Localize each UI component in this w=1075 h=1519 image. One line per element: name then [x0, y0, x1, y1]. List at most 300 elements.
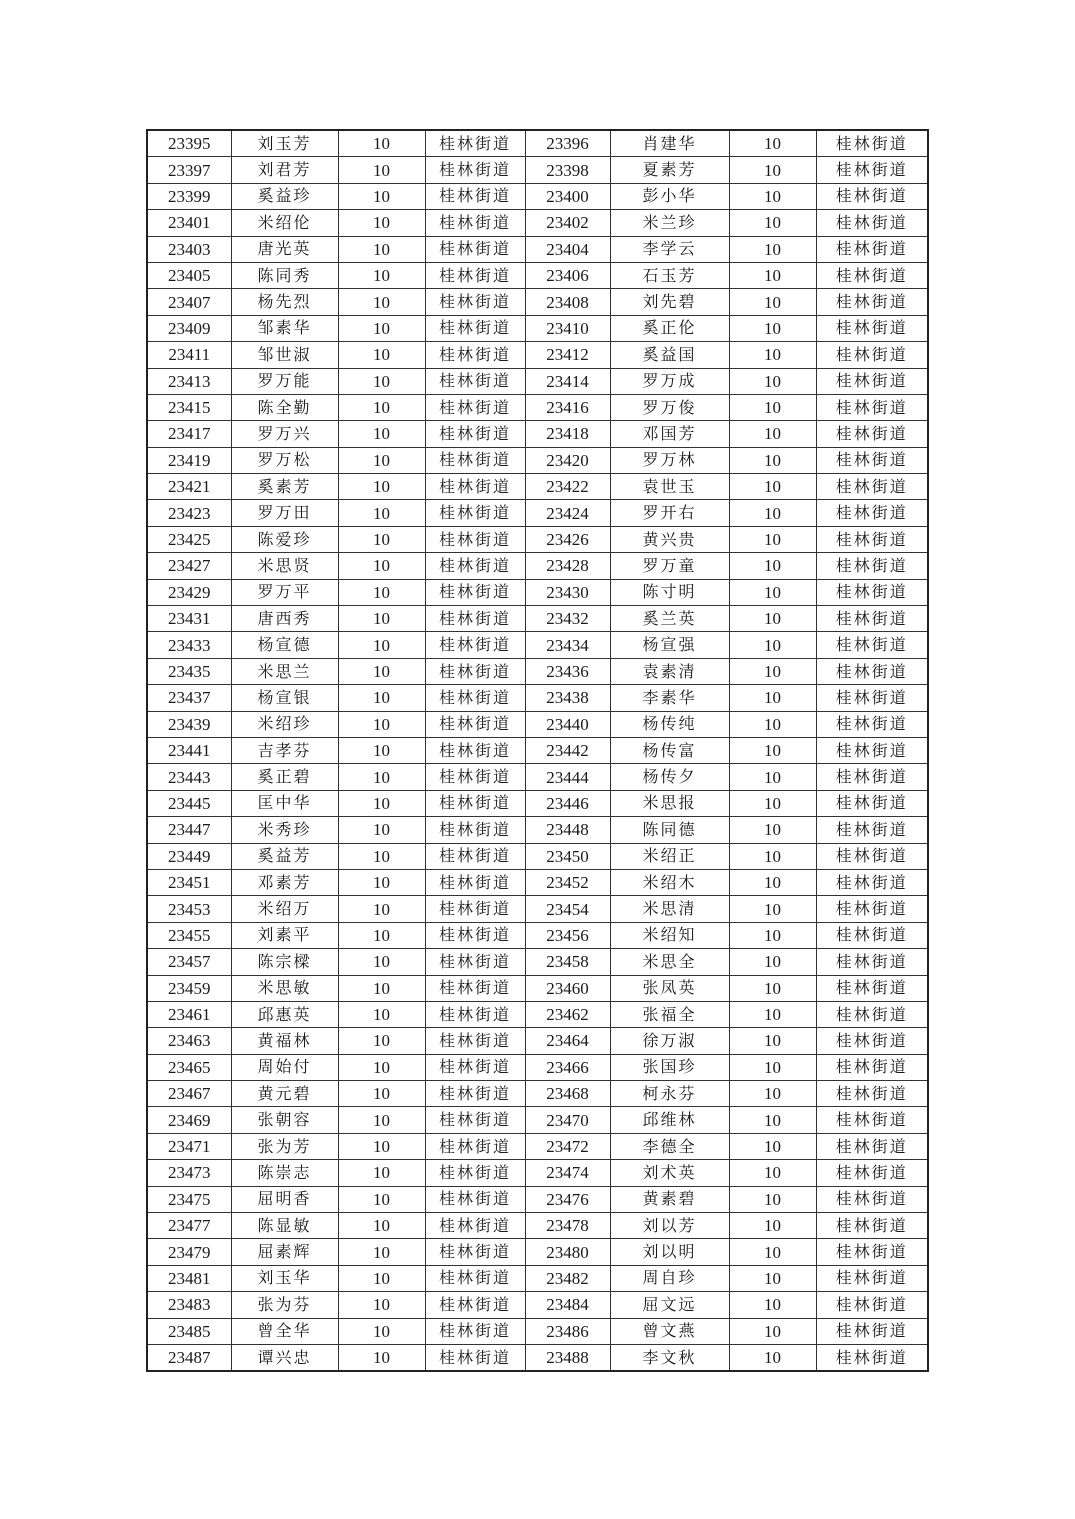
cell-id-left: 23485 — [147, 1318, 231, 1344]
cell-area-right: 桂林街道 — [816, 368, 928, 394]
cell-area-left: 桂林街道 — [425, 342, 525, 368]
cell-area-left: 桂林街道 — [425, 1028, 525, 1054]
cell-area-right: 桂林街道 — [816, 315, 928, 341]
cell-area-right: 桂林街道 — [816, 421, 928, 447]
cell-name-left: 张为芳 — [231, 1133, 338, 1159]
cell-name-left: 罗万能 — [231, 368, 338, 394]
table-row — [147, 526, 928, 552]
cell-name-right: 奚正伦 — [610, 315, 729, 341]
cell-amount-left: 10 — [338, 157, 425, 183]
cell-name-right: 陈同德 — [610, 817, 729, 843]
cell-area-right: 桂林街道 — [816, 579, 928, 605]
cell-amount-right: 10 — [729, 1133, 816, 1159]
cell-id-left: 23423 — [147, 500, 231, 526]
cell-area-right: 桂林街道 — [816, 949, 928, 975]
cell-name-left: 刘素平 — [231, 922, 338, 948]
table-row — [147, 1001, 928, 1027]
cell-id-left: 23413 — [147, 368, 231, 394]
table-body — [147, 130, 928, 1371]
cell-name-right: 米绍木 — [610, 869, 729, 895]
cell-area-right: 桂林街道 — [816, 526, 928, 552]
cell-amount-right: 10 — [729, 553, 816, 579]
cell-amount-left: 10 — [338, 1265, 425, 1291]
cell-id-right: 23452 — [525, 869, 610, 895]
cell-id-left: 23457 — [147, 949, 231, 975]
cell-amount-left: 10 — [338, 658, 425, 684]
cell-area-left: 桂林街道 — [425, 1318, 525, 1344]
cell-amount-right: 10 — [729, 1318, 816, 1344]
cell-amount-right: 10 — [729, 342, 816, 368]
table-row — [147, 896, 928, 922]
table-row — [147, 1081, 928, 1107]
cell-id-left: 23437 — [147, 685, 231, 711]
cell-id-left: 23465 — [147, 1054, 231, 1080]
cell-id-right: 23450 — [525, 843, 610, 869]
cell-amount-left: 10 — [338, 262, 425, 288]
cell-name-right: 刘以芳 — [610, 1213, 729, 1239]
cell-amount-left: 10 — [338, 289, 425, 315]
cell-area-right: 桂林街道 — [816, 500, 928, 526]
cell-area-left: 桂林街道 — [425, 896, 525, 922]
cell-amount-left: 10 — [338, 183, 425, 209]
cell-amount-left: 10 — [338, 843, 425, 869]
cell-name-right: 杨宣强 — [610, 632, 729, 658]
table-row — [147, 975, 928, 1001]
cell-area-left: 桂林街道 — [425, 1107, 525, 1133]
cell-id-right: 23468 — [525, 1081, 610, 1107]
cell-name-left: 米秀珍 — [231, 817, 338, 843]
cell-amount-left: 10 — [338, 817, 425, 843]
cell-amount-right: 10 — [729, 737, 816, 763]
cell-area-left: 桂林街道 — [425, 1265, 525, 1291]
table-row — [147, 658, 928, 684]
cell-amount-right: 10 — [729, 1107, 816, 1133]
table-row — [147, 157, 928, 183]
cell-area-left: 桂林街道 — [425, 869, 525, 895]
cell-id-left: 23433 — [147, 632, 231, 658]
table-row — [147, 1265, 928, 1291]
cell-name-left: 邹世淑 — [231, 342, 338, 368]
table-row — [147, 1186, 928, 1212]
cell-id-left: 23409 — [147, 315, 231, 341]
cell-amount-right: 10 — [729, 526, 816, 552]
cell-name-right: 肖建华 — [610, 130, 729, 157]
cell-amount-left: 10 — [338, 368, 425, 394]
cell-amount-left: 10 — [338, 342, 425, 368]
cell-name-right: 周自珍 — [610, 1265, 729, 1291]
cell-amount-right: 10 — [729, 1186, 816, 1212]
cell-amount-right: 10 — [729, 500, 816, 526]
cell-name-left: 黄元碧 — [231, 1081, 338, 1107]
cell-id-left: 23469 — [147, 1107, 231, 1133]
cell-id-left: 23471 — [147, 1133, 231, 1159]
cell-amount-right: 10 — [729, 1028, 816, 1054]
cell-name-right: 米兰珍 — [610, 210, 729, 236]
cell-name-right: 袁素清 — [610, 658, 729, 684]
cell-amount-left: 10 — [338, 130, 425, 157]
cell-id-left: 23407 — [147, 289, 231, 315]
cell-name-left: 陈崇志 — [231, 1160, 338, 1186]
cell-area-left: 桂林街道 — [425, 474, 525, 500]
cell-id-right: 23454 — [525, 896, 610, 922]
cell-area-left: 桂林街道 — [425, 1001, 525, 1027]
cell-area-left: 桂林街道 — [425, 922, 525, 948]
cell-name-right: 张福全 — [610, 1001, 729, 1027]
table-row — [147, 1344, 928, 1371]
cell-area-right: 桂林街道 — [816, 1239, 928, 1265]
cell-area-right: 桂林街道 — [816, 764, 928, 790]
cell-id-right: 23482 — [525, 1265, 610, 1291]
cell-name-left: 奚正碧 — [231, 764, 338, 790]
cell-name-right: 米思全 — [610, 949, 729, 975]
cell-name-left: 张朝容 — [231, 1107, 338, 1133]
cell-area-left: 桂林街道 — [425, 1133, 525, 1159]
cell-amount-right: 10 — [729, 1292, 816, 1318]
cell-id-right: 23462 — [525, 1001, 610, 1027]
cell-id-left: 23441 — [147, 737, 231, 763]
table-row — [147, 236, 928, 262]
cell-amount-right: 10 — [729, 421, 816, 447]
cell-area-left: 桂林街道 — [425, 236, 525, 262]
cell-id-left: 23427 — [147, 553, 231, 579]
cell-area-right: 桂林街道 — [816, 474, 928, 500]
cell-name-right: 徐万淑 — [610, 1028, 729, 1054]
table-row — [147, 1054, 928, 1080]
cell-amount-left: 10 — [338, 315, 425, 341]
cell-amount-right: 10 — [729, 764, 816, 790]
cell-id-right: 23406 — [525, 262, 610, 288]
cell-area-left: 桂林街道 — [425, 658, 525, 684]
cell-amount-left: 10 — [338, 632, 425, 658]
cell-id-right: 23430 — [525, 579, 610, 605]
cell-id-right: 23466 — [525, 1054, 610, 1080]
cell-area-left: 桂林街道 — [425, 764, 525, 790]
cell-amount-right: 10 — [729, 869, 816, 895]
cell-area-right: 桂林街道 — [816, 1213, 928, 1239]
cell-area-right: 桂林街道 — [816, 553, 928, 579]
cell-amount-left: 10 — [338, 737, 425, 763]
cell-amount-left: 10 — [338, 1133, 425, 1159]
cell-area-left: 桂林街道 — [425, 737, 525, 763]
cell-name-left: 罗万兴 — [231, 421, 338, 447]
cell-area-right: 桂林街道 — [816, 157, 928, 183]
cell-area-left: 桂林街道 — [425, 210, 525, 236]
cell-amount-right: 10 — [729, 183, 816, 209]
cell-area-right: 桂林街道 — [816, 130, 928, 157]
table-row — [147, 685, 928, 711]
cell-id-right: 23408 — [525, 289, 610, 315]
cell-amount-right: 10 — [729, 1344, 816, 1371]
cell-name-left: 米思敏 — [231, 975, 338, 1001]
cell-name-right: 陈寸明 — [610, 579, 729, 605]
cell-name-left: 杨先烈 — [231, 289, 338, 315]
cell-name-right: 李德全 — [610, 1133, 729, 1159]
cell-name-right: 米思清 — [610, 896, 729, 922]
table-row — [147, 1239, 928, 1265]
table-row — [147, 474, 928, 500]
cell-name-left: 米思贤 — [231, 553, 338, 579]
cell-amount-left: 10 — [338, 1239, 425, 1265]
cell-id-left: 23445 — [147, 790, 231, 816]
cell-id-right: 23424 — [525, 500, 610, 526]
cell-id-left: 23421 — [147, 474, 231, 500]
cell-amount-left: 10 — [338, 922, 425, 948]
cell-area-left: 桂林街道 — [425, 1213, 525, 1239]
cell-name-right: 袁世玉 — [610, 474, 729, 500]
cell-name-right: 李素华 — [610, 685, 729, 711]
cell-area-right: 桂林街道 — [816, 790, 928, 816]
cell-name-left: 杨宣银 — [231, 685, 338, 711]
cell-name-right: 刘先碧 — [610, 289, 729, 315]
cell-name-right: 黄兴贵 — [610, 526, 729, 552]
cell-id-right: 23470 — [525, 1107, 610, 1133]
table-row — [147, 1160, 928, 1186]
cell-id-right: 23416 — [525, 394, 610, 420]
cell-area-right: 桂林街道 — [816, 817, 928, 843]
cell-name-left: 罗万田 — [231, 500, 338, 526]
cell-id-right: 23476 — [525, 1186, 610, 1212]
cell-name-left: 张为芬 — [231, 1292, 338, 1318]
cell-id-right: 23418 — [525, 421, 610, 447]
cell-area-left: 桂林街道 — [425, 1081, 525, 1107]
cell-name-right: 黄素碧 — [610, 1186, 729, 1212]
cell-area-left: 桂林街道 — [425, 1292, 525, 1318]
cell-area-right: 桂林街道 — [816, 394, 928, 420]
table-row — [147, 553, 928, 579]
table-row — [147, 579, 928, 605]
cell-area-left: 桂林街道 — [425, 632, 525, 658]
cell-name-right: 米思报 — [610, 790, 729, 816]
cell-amount-right: 10 — [729, 658, 816, 684]
cell-name-left: 谭兴忠 — [231, 1344, 338, 1371]
table-row — [147, 1028, 928, 1054]
cell-area-left: 桂林街道 — [425, 289, 525, 315]
cell-area-left: 桂林街道 — [425, 843, 525, 869]
cell-area-left: 桂林街道 — [425, 1239, 525, 1265]
cell-amount-right: 10 — [729, 1054, 816, 1080]
cell-id-right: 23420 — [525, 447, 610, 473]
cell-amount-left: 10 — [338, 447, 425, 473]
cell-area-right: 桂林街道 — [816, 685, 928, 711]
cell-name-left: 米绍珍 — [231, 711, 338, 737]
table-row — [147, 342, 928, 368]
cell-name-left: 杨宣德 — [231, 632, 338, 658]
cell-id-left: 23467 — [147, 1081, 231, 1107]
cell-id-left: 23401 — [147, 210, 231, 236]
cell-amount-left: 10 — [338, 236, 425, 262]
cell-name-left: 屈明香 — [231, 1186, 338, 1212]
cell-name-right: 米绍知 — [610, 922, 729, 948]
cell-id-left: 23403 — [147, 236, 231, 262]
cell-area-right: 桂林街道 — [816, 922, 928, 948]
cell-name-left: 陈同秀 — [231, 262, 338, 288]
cell-name-right: 李学云 — [610, 236, 729, 262]
cell-amount-left: 10 — [338, 500, 425, 526]
cell-amount-right: 10 — [729, 1239, 816, 1265]
cell-amount-right: 10 — [729, 922, 816, 948]
cell-id-left: 23473 — [147, 1160, 231, 1186]
table-row — [147, 1213, 928, 1239]
table-row — [147, 632, 928, 658]
cell-amount-right: 10 — [729, 632, 816, 658]
cell-name-right: 张国珍 — [610, 1054, 729, 1080]
table-row — [147, 843, 928, 869]
cell-name-left: 曾全华 — [231, 1318, 338, 1344]
cell-id-left: 23415 — [147, 394, 231, 420]
cell-name-right: 米绍正 — [610, 843, 729, 869]
cell-name-left: 邓素芳 — [231, 869, 338, 895]
table-row — [147, 869, 928, 895]
cell-name-left: 刘玉华 — [231, 1265, 338, 1291]
cell-id-right: 23434 — [525, 632, 610, 658]
cell-area-left: 桂林街道 — [425, 685, 525, 711]
cell-id-left: 23451 — [147, 869, 231, 895]
cell-amount-right: 10 — [729, 368, 816, 394]
cell-name-right: 李文秋 — [610, 1344, 729, 1371]
cell-area-right: 桂林街道 — [816, 1001, 928, 1027]
cell-area-left: 桂林街道 — [425, 1186, 525, 1212]
cell-area-left: 桂林街道 — [425, 817, 525, 843]
cell-id-right: 23398 — [525, 157, 610, 183]
cell-id-left: 23453 — [147, 896, 231, 922]
cell-name-left: 黄福林 — [231, 1028, 338, 1054]
cell-area-right: 桂林街道 — [816, 342, 928, 368]
cell-amount-left: 10 — [338, 1001, 425, 1027]
table-row — [147, 817, 928, 843]
cell-id-right: 23448 — [525, 817, 610, 843]
cell-id-right: 23464 — [525, 1028, 610, 1054]
cell-area-left: 桂林街道 — [425, 790, 525, 816]
cell-area-right: 桂林街道 — [816, 975, 928, 1001]
cell-amount-left: 10 — [338, 1318, 425, 1344]
cell-amount-right: 10 — [729, 579, 816, 605]
table-row — [147, 1318, 928, 1344]
cell-area-left: 桂林街道 — [425, 130, 525, 157]
cell-amount-left: 10 — [338, 1292, 425, 1318]
cell-id-left: 23449 — [147, 843, 231, 869]
cell-amount-left: 10 — [338, 474, 425, 500]
cell-name-left: 米绍万 — [231, 896, 338, 922]
cell-name-left: 陈显敏 — [231, 1213, 338, 1239]
cell-id-left: 23431 — [147, 606, 231, 632]
cell-amount-right: 10 — [729, 262, 816, 288]
cell-area-left: 桂林街道 — [425, 1054, 525, 1080]
cell-area-left: 桂林街道 — [425, 606, 525, 632]
cell-area-left: 桂林街道 — [425, 500, 525, 526]
cell-name-left: 唐西秀 — [231, 606, 338, 632]
cell-id-left: 23481 — [147, 1265, 231, 1291]
table-row — [147, 500, 928, 526]
cell-area-right: 桂林街道 — [816, 869, 928, 895]
cell-name-right: 罗万成 — [610, 368, 729, 394]
cell-id-left: 23425 — [147, 526, 231, 552]
cell-name-left: 邱惠英 — [231, 1001, 338, 1027]
cell-id-left: 23455 — [147, 922, 231, 948]
cell-name-left: 屈素辉 — [231, 1239, 338, 1265]
cell-amount-right: 10 — [729, 711, 816, 737]
cell-id-right: 23440 — [525, 711, 610, 737]
cell-id-right: 23456 — [525, 922, 610, 948]
cell-amount-right: 10 — [729, 394, 816, 420]
cell-amount-left: 10 — [338, 764, 425, 790]
cell-id-left: 23405 — [147, 262, 231, 288]
cell-name-right: 罗万俊 — [610, 394, 729, 420]
cell-area-right: 桂林街道 — [816, 1133, 928, 1159]
cell-amount-left: 10 — [338, 790, 425, 816]
cell-amount-right: 10 — [729, 1001, 816, 1027]
cell-id-right: 23484 — [525, 1292, 610, 1318]
cell-area-right: 桂林街道 — [816, 1081, 928, 1107]
cell-id-left: 23397 — [147, 157, 231, 183]
table-row — [147, 210, 928, 236]
cell-amount-right: 10 — [729, 236, 816, 262]
cell-amount-right: 10 — [729, 949, 816, 975]
table-row — [147, 394, 928, 420]
cell-area-right: 桂林街道 — [816, 843, 928, 869]
table-row — [147, 764, 928, 790]
cell-name-right: 邓国芳 — [610, 421, 729, 447]
table-row — [147, 289, 928, 315]
cell-amount-right: 10 — [729, 685, 816, 711]
cell-name-left: 陈全勤 — [231, 394, 338, 420]
cell-amount-right: 10 — [729, 1081, 816, 1107]
cell-amount-right: 10 — [729, 975, 816, 1001]
cell-area-left: 桂林街道 — [425, 447, 525, 473]
cell-id-right: 23488 — [525, 1344, 610, 1371]
cell-id-left: 23419 — [147, 447, 231, 473]
cell-name-left: 罗万松 — [231, 447, 338, 473]
cell-id-right: 23432 — [525, 606, 610, 632]
cell-amount-left: 10 — [338, 606, 425, 632]
cell-name-left: 唐光英 — [231, 236, 338, 262]
cell-name-left: 陈爱珍 — [231, 526, 338, 552]
table-row — [147, 790, 928, 816]
cell-amount-left: 10 — [338, 1081, 425, 1107]
cell-amount-right: 10 — [729, 896, 816, 922]
cell-name-right: 罗万童 — [610, 553, 729, 579]
table-row — [147, 183, 928, 209]
cell-name-left: 米思兰 — [231, 658, 338, 684]
cell-area-right: 桂林街道 — [816, 210, 928, 236]
cell-id-right: 23442 — [525, 737, 610, 763]
cell-id-left: 23439 — [147, 711, 231, 737]
cell-id-right: 23438 — [525, 685, 610, 711]
cell-id-right: 23422 — [525, 474, 610, 500]
cell-area-left: 桂林街道 — [425, 368, 525, 394]
cell-id-left: 23447 — [147, 817, 231, 843]
cell-id-right: 23436 — [525, 658, 610, 684]
cell-name-left: 刘玉芳 — [231, 130, 338, 157]
cell-id-left: 23429 — [147, 579, 231, 605]
cell-id-right: 23472 — [525, 1133, 610, 1159]
cell-area-left: 桂林街道 — [425, 553, 525, 579]
cell-id-right: 23402 — [525, 210, 610, 236]
cell-area-left: 桂林街道 — [425, 1344, 525, 1371]
table-row — [147, 315, 928, 341]
cell-name-right: 奚兰英 — [610, 606, 729, 632]
cell-area-right: 桂林街道 — [816, 1344, 928, 1371]
cell-amount-left: 10 — [338, 975, 425, 1001]
cell-amount-right: 10 — [729, 157, 816, 183]
cell-area-left: 桂林街道 — [425, 975, 525, 1001]
cell-name-right: 柯永芬 — [610, 1081, 729, 1107]
table-row — [147, 130, 928, 157]
cell-name-left: 奚益芳 — [231, 843, 338, 869]
cell-area-left: 桂林街道 — [425, 262, 525, 288]
cell-name-right: 夏素芳 — [610, 157, 729, 183]
cell-name-right: 奚益国 — [610, 342, 729, 368]
table-row — [147, 1107, 928, 1133]
